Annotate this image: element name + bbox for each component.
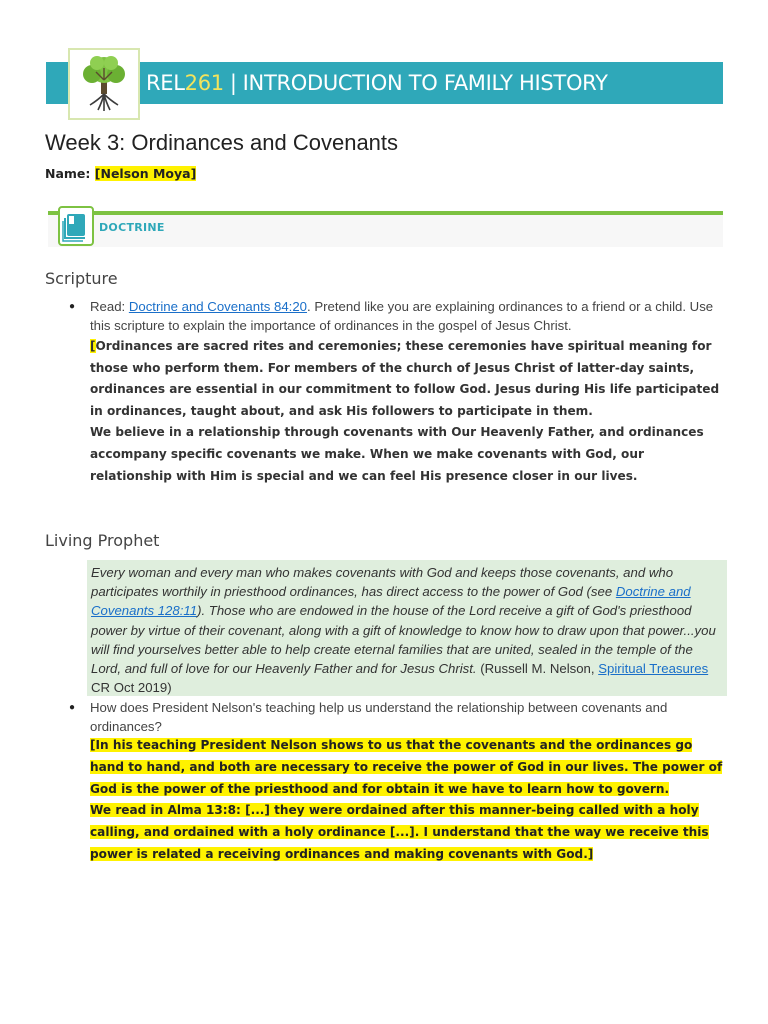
answer-paragraph-2 — [90, 800, 730, 865]
prompt-prefix: Read: — [90, 299, 129, 314]
answer-text-1: Ordinances are sacred rites and ceremonies; these ceremonies have spiritual meaning for those who perform them. For members of the church of Jesus Christ of latter-day saints, ordinances are essential in our commitment to follow God. Jesus during His life participated in ordinances, taught about, and ask His followers to participate in them. — [90, 339, 720, 418]
quote-text-2: ). Those who are endowed in the house of the Lord receive a gift of God's priesthood power by virtue of their covenant, along with a gift of knowledge to know how to draw upon that power...you will find yourselves better able to help create eternal families that are united, sealed in the temple of the Lord, and full of love for our Heavenly Father and for Jesus Christ. — [91, 603, 716, 677]
answer-paragraph-1 — [90, 336, 730, 422]
attribution-link[interactable]: Spiritual Treasures — [598, 661, 709, 677]
doctrine-divider — [48, 211, 723, 215]
bullet-icon: ● — [69, 702, 76, 713]
prophet-question: How does President Nelson's teaching help us understand the relationship between covenants and ordinances? — [90, 700, 668, 734]
living-prophet-heading: Living Prophet — [45, 531, 160, 550]
title-separator: | — [229, 71, 237, 95]
page-title: Week 3: Ordinances and Covenants — [45, 130, 399, 155]
answer-paragraph-1 — [90, 735, 730, 800]
scripture-heading: Scripture — [45, 269, 118, 288]
scripture-link[interactable]: Doctrine and Covenants 84:20 — [128, 299, 308, 314]
section-label: DOCTRINE — [99, 221, 165, 234]
attribution-suffix: CR Oct 2019) — [91, 680, 172, 696]
student-name-line — [45, 166, 196, 181]
answer-bracket: [ — [90, 339, 96, 353]
prophet-quote — [87, 560, 727, 696]
answer-text-2: We read in Alma 13:8: [...] they were ordained after this manner-being called with a holy calling, and ordained with a holy ordinance [...]. I understand that the way we receive this power is related a receiving ordinances and making covenants with God.] — [90, 803, 709, 861]
course-code: REL — [146, 71, 185, 95]
course-name: INTRODUCTION TO FAMILY HISTORY — [242, 71, 608, 95]
prompt-suffix: . Pretend like you are explaining ordinances to a friend or a child. Use this scripture to explain the importance of ordinances in the gospel of Jesus Christ. — [90, 299, 714, 333]
family-tree-logo — [68, 48, 140, 120]
attribution-prefix: (Russell M. Nelson, — [476, 661, 599, 677]
quote-text-1: Every woman and every man who makes covenants with God and keeps those covenants, and who participates worthily in priesthood ordinances, has direct access to the power of God (see — [91, 565, 674, 600]
name-label: Name: — [45, 166, 91, 181]
scripture-prompt — [90, 297, 730, 335]
answer-paragraph-2: We believe in a relationship through covenants with Our Heavenly Father, and ordinances accompany specific covenants we make. When we make covenants with God, our relationship with Him is special and we can feel His presence closer in our lives. — [90, 425, 704, 483]
prophet-answer — [90, 735, 730, 866]
course-title — [146, 68, 608, 98]
bullet-icon: ● — [69, 301, 76, 312]
quote-link[interactable]: Doctrine and Covenants 128:11 — [91, 584, 691, 619]
course-number: 261 — [184, 71, 224, 95]
book-icon — [58, 206, 94, 246]
name-value: [Nelson Moya] — [94, 166, 197, 181]
answer-text-1: [In his teaching President Nelson shows to us that the covenants and the ordinances go hand to hand, and both are necessary to receive the power of God in our lives. The power of God is the power of the priesthood and for obtain it we have to learn how to govern. — [90, 738, 723, 796]
scripture-answer — [90, 336, 730, 487]
